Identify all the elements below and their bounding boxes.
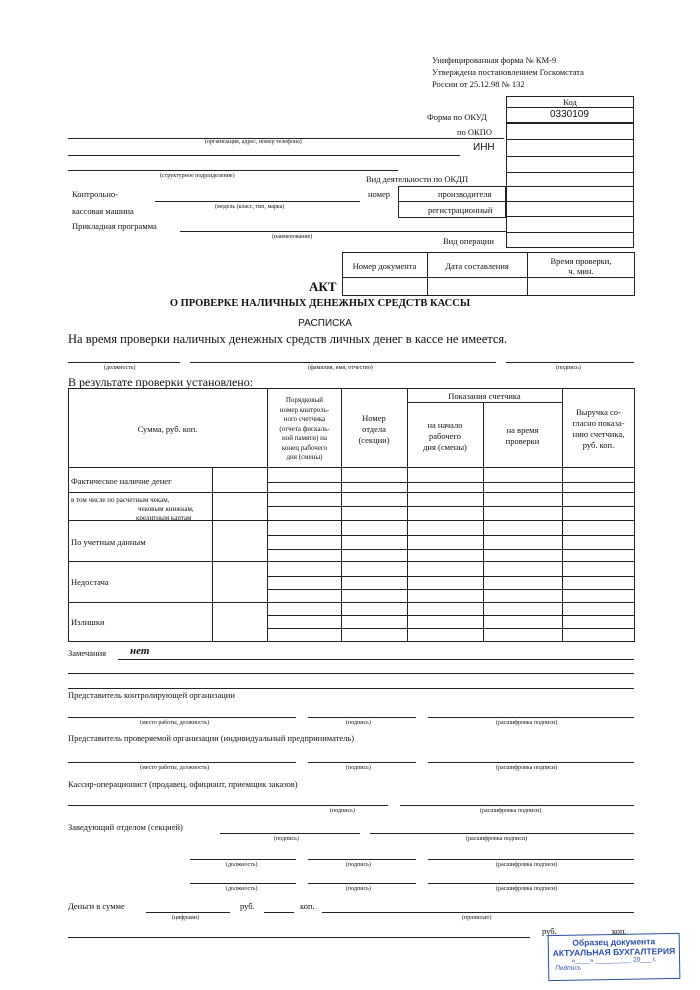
stamp-line-3: «____» __________ 20___ г.: [571, 956, 657, 965]
okdp-label: Вид деятельности по ОКДП: [366, 174, 469, 184]
digits-caption: (цифрами): [172, 915, 199, 921]
inn-label: ИНН: [473, 142, 495, 153]
remarks-label: Замечания: [68, 648, 107, 658]
doc-num-label: Номер документа: [352, 261, 417, 271]
result-label: В результате проверки установлено:: [68, 375, 254, 389]
extra2-sign-caption: (подпись): [346, 886, 371, 892]
col-sum: Сумма, руб. коп.: [137, 424, 198, 434]
org-caption: (организация, адрес, номер телефона): [205, 139, 302, 145]
kkm-caption: (модель (класс, тип, марка): [215, 204, 285, 210]
checked-decoding-caption: (расшифровка подписи): [496, 765, 558, 771]
extra1-position-caption: (должность): [226, 862, 258, 868]
words-caption: (прописью): [462, 915, 492, 921]
act-title: АКТ: [309, 279, 337, 294]
receipt-title: РАСПИСКА: [298, 318, 352, 329]
row-incl-1: в том числе по расчетным чекам,: [71, 496, 170, 504]
row-actual: Фактическое наличие денег: [71, 476, 172, 486]
code-label: Код: [563, 97, 577, 107]
extra1-sign-caption: (подпись): [346, 862, 371, 868]
col-dept: Номер отдела (секции): [358, 413, 390, 445]
money-rub: руб.: [240, 901, 255, 911]
doc-date-label: Дата составления: [445, 261, 509, 271]
row-shortage: Недостача: [71, 577, 109, 587]
controller-place-caption: (место работы, должность): [140, 720, 210, 726]
stamp-line-2: АКТУАЛЬНАЯ БУХГАЛТЕРИЯ: [552, 945, 676, 959]
number-label: номер: [368, 189, 391, 199]
caption-signature: (подпись): [556, 365, 581, 371]
okpo-label: по ОКПО: [457, 127, 493, 137]
col-start: на начало рабочего дня (смены): [423, 420, 467, 452]
head-decoding-caption: (расшифровка подписи): [466, 836, 528, 842]
approved-date: России от 25.12.98 № 132: [432, 79, 525, 89]
stamp-line-1: Образец документа: [572, 936, 656, 948]
controller-decoding-caption: (расшифровка подписи): [496, 720, 558, 726]
checked-label: Представитель проверяемой организации (индивидуальный предприниматель): [68, 733, 355, 743]
okud-value[interactable]: 0330109: [550, 109, 589, 120]
controller-sign-caption: (подпись): [346, 720, 371, 726]
subdiv-caption: (структурное подразделение): [160, 173, 235, 179]
money-kop: коп.: [300, 901, 315, 911]
app-label: Прикладная программа: [72, 221, 157, 231]
kkm-label-2: кассовая машина: [72, 206, 134, 216]
kkm-label-1: Контрольно-: [72, 189, 118, 199]
form-name: Унифицированная форма № КМ-9: [432, 55, 557, 65]
reg-label: регистрационный: [428, 205, 493, 215]
row-incl-2: чековым книжкам,: [138, 505, 194, 513]
col-serial: Порядковый номер контроль- ного счетчика (отчета фискаль- ной памяти) на конец рабочего дня (смены): [279, 396, 330, 461]
act-subject: О ПРОВЕРКЕ НАЛИЧНЫХ ДЕНЕЖНЫХ СРЕДСТВ КАССЫ: [169, 298, 471, 309]
cashier-sign-caption: (подпись): [330, 808, 355, 814]
remarks-value[interactable]: нет: [130, 645, 150, 657]
manufacturer-label: производителя: [438, 189, 492, 199]
money-kop-2: коп.: [612, 926, 627, 936]
row-incl-3: кредитным картам: [136, 514, 192, 520]
app-caption: (наименование): [272, 234, 313, 240]
controller-label: Представитель контролирующей организации: [68, 690, 235, 700]
stamp-line-4: Подпись: [555, 964, 582, 973]
op-label: Вид операции: [443, 236, 494, 246]
okud-label: Форма по ОКУД: [427, 112, 487, 122]
caption-fio: (фамилия, имя, отчество): [308, 365, 373, 371]
col-revenue: Выручка со- гласно показа- нию счетчика, руб. коп.: [572, 407, 625, 450]
cashier-label: Кассир-операционист (продавец, официант, приемщик заказов): [68, 779, 298, 789]
statement: На время проверки наличных денежных средств личных денег в кассе не имеется.: [68, 332, 508, 346]
row-surplus: Излишки: [71, 617, 105, 627]
checked-sign-caption: (подпись): [346, 765, 371, 771]
caption-position: (должность): [104, 365, 136, 371]
row-accounting: По учетным данным: [71, 537, 146, 547]
col-check: на время проверки: [505, 425, 540, 446]
cashier-decoding-caption: (расшифровка подписи): [480, 808, 542, 814]
extra1-decoding-caption: (расшифровка подписи): [496, 862, 558, 868]
checked-place-caption: (место работы, должность): [140, 765, 210, 771]
head-sign-caption: (подпись): [274, 836, 299, 842]
doc-time-label: Время проверки,: [550, 256, 612, 266]
sample-stamp: [548, 933, 681, 981]
extra2-position-caption: (должность): [226, 886, 258, 892]
head-label: Заведующий отделом (секцией): [68, 822, 183, 832]
money-label: Деньги в сумме: [68, 901, 125, 911]
doc-time-unit: ч. мин.: [568, 266, 594, 276]
money-rub-2: руб.: [542, 926, 557, 936]
extra2-decoding-caption: (расшифровка подписи): [496, 886, 558, 892]
approved-text: Утверждена постановлением Госкомстата: [432, 67, 584, 77]
col-counter: Показания счетчика: [448, 391, 521, 401]
